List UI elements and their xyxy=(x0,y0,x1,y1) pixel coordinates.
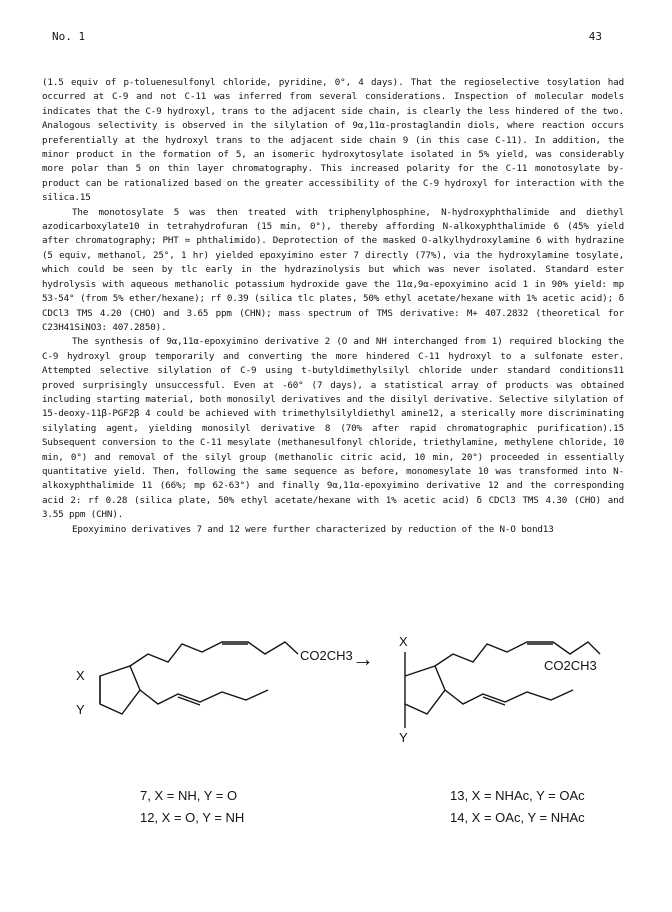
paragraph-3: The synthesis of 9α,11α-epoxyimino derivative 2 (O and NH interchanged from 1) required blocking the C-9 hydroxyl group temporarily and converting the more hindered C-11 hydroxyl to a sulfonate ester. Attempted selective silylation of C-9 using t-butyldimethylsilyl chloride under standard conditions11 proved surprisingly unsuccessful. Even at -60° (7 days), a statistical array of products was obtained including starting material, both monosilyl derivatives and the disilyl derivative. Selective silylation of 15-deoxy-11β-PGF2β 4 could be achieved with trimethylsilyldiethyl amine12, a sterically more discriminating silylating agent, yielding monosilyl derivative 8 (70% after rapid chromatographic purification).15 Subsequent conversion to the C-11 mesylate (methanesulfonyl chloride, triethylamine, methylene chloride, 10 min, 0°) and removal of the silyl group (methanolic citric acid, 10 min, 20°) proceeded in essentially quantitative yield. Then, following the same sequence as before, monomesylate 10 was transformed into N-alkoxyphthalimide 11 (66%; mp 62-63°) and finally 9α,11α-epoxyimino derivative 12 and the corresponding acid 2: rf 0.28 (silica plate, 50% ethyl acetate/hexane with 1% acetic acid) δ CDCl3 TMS 4.30 (CHO) and 3.55 ppm (CHN). xyxy=(42,336,624,521)
paragraph-4: Epoxyimino derivatives 7 and 12 were further characterized by reduction of the N-O bond13 xyxy=(72,523,554,535)
page-number: 43 xyxy=(588,30,602,43)
paragraph-2: The monotosylate 5 was then treated with triphenylphosphine, N-hydroxyphthalimide and diethyl azodicarboxylate10 in tetrahydrofuran (15 min, 0°), thereby affording N-alkoxyphthalimide 6 (45% yield after chromatography; PHT = phthalimido). Deprotection of the masked O-alkylhydroxylamine 6 with hydrazine (5 equiv, methanol, 25°, 1 hr) yielded epoxyimino ester 7 directly (77%), via the hydroxylamine tosylate, which could be seen by tlc early in the hydrazinolysis but which was never isolated. Standard ester hydrolysis with aqueous methanolic potassium hydroxide gave the 11α,9α-epoxyimino acid 1 in 90% yield: mp 53-54° (from 5% ether/hexane); rf 0.39 (silica tlc plates, 50% ethyl acetate/hexane with 1% acetic acid); δ CDCl3 TMS 4.20 (CHO) and 3.65 ppm (CHN); mass spectrum of TMS derivative: M+ 407.2832 (theoretical for C23H41SiNO3: 407.2850). xyxy=(42,206,624,333)
structure-left xyxy=(100,642,298,714)
right-y-label: Y xyxy=(399,730,408,745)
structure-right xyxy=(405,642,600,728)
left-x-label: X xyxy=(76,668,85,683)
reaction-scheme xyxy=(60,618,620,898)
caption-compound-14: 14, X = OAc, Y = NHAc xyxy=(450,810,585,825)
body-text xyxy=(42,76,624,537)
journal-issue: No. 1 xyxy=(52,30,86,43)
reaction-arrow: → xyxy=(352,646,374,671)
caption-compound-12: 12, X = O, Y = NH xyxy=(140,810,245,825)
caption-compound-7: 7, X = NH, Y = O xyxy=(140,788,238,803)
paragraph-1: (1.5 equiv of p-toluenesulfonyl chloride, pyridine, 0°, 4 days). That the regioselective tosylation had occurred at C-9 and not C-11 was inferred from several considerations. Inspection of molecular models indicates that the C-9 hydroxyl, trans to the adjacent side chain, is clearly the less hindered of the two. Analogous selectivity is observed in the silylation of 9α,11α-prostaglandin diols, where reaction occurs preferentially at the hydroxyl trans to the adjacent side chain 9 (in this case C-11). In addition, the minor product in the formation of 5, an isomeric hydroxytosylate isolated in 5% yield, was considerably more polar than 5 on thin layer chromatography. This increased polarity for the C-11 monotosylate by-product can be rationalized based on the greater accessibility of the C-9 hydroxyl for interaction with the silica.15 xyxy=(42,77,624,204)
right-ester-label: CO2CH3 xyxy=(544,658,597,673)
right-x-label: X xyxy=(399,634,408,649)
left-ester-label: CO2CH3 xyxy=(300,648,353,663)
caption-compound-13: 13, X = NHAc, Y = OAc xyxy=(450,788,585,803)
left-y-label: Y xyxy=(76,702,85,717)
